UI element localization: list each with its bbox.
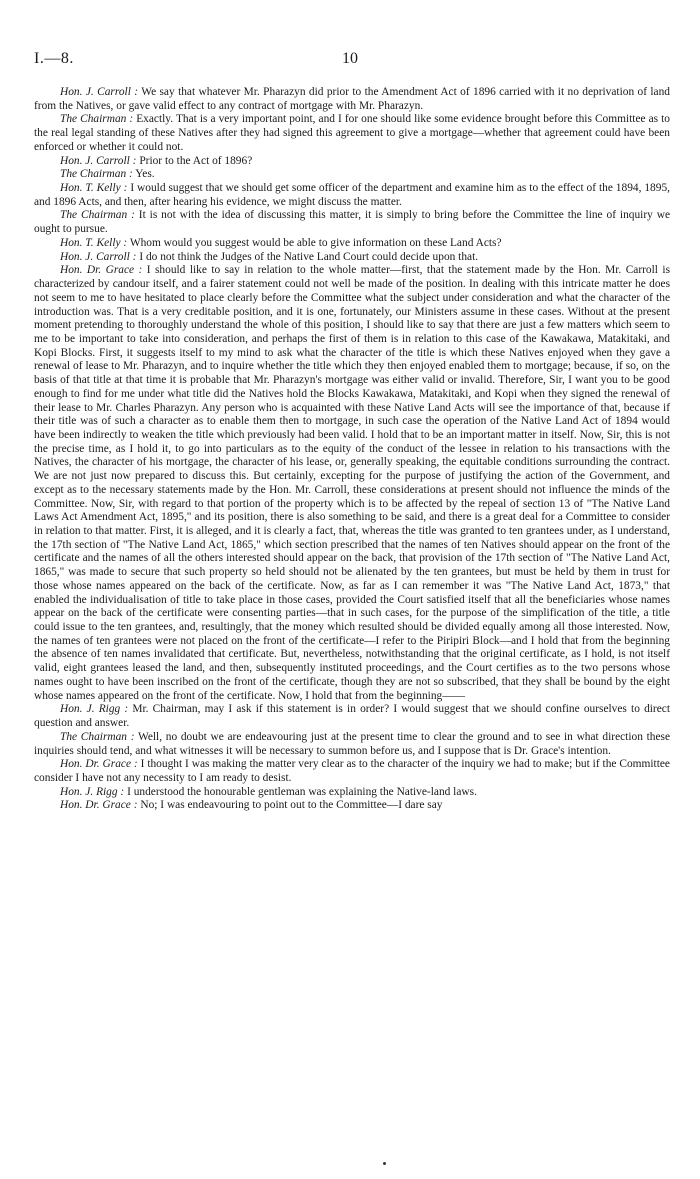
paragraph-text: I do not think the Judges of the Native Land Court could decide upon that.: [136, 250, 479, 263]
paragraph: [34, 731, 670, 758]
paragraph: [34, 799, 670, 813]
paragraph-text: Well, no doubt we are endeavouring just at the present time to clear the ground and to see in what direction these inquiries should tend, and what witnesses it will be necessary to summon before us, and I suppose that is Dr. Grace's intention.: [34, 730, 671, 757]
speaker-name: Hon. J. Rigg :: [60, 703, 129, 716]
paragraph-text: It is not with the idea of discussing this matter, it is simply to bring before the Committee the line of inquiry we ought to pursue.: [34, 209, 671, 236]
paragraph: [34, 86, 670, 113]
paragraph: [34, 155, 670, 169]
speaker-name: Hon. T. Kelly :: [60, 236, 128, 249]
paragraph-text: I would suggest that we should get some officer of the department and examine him as to the effect of the 1894, 1895, and 1896 Acts, and then, after hearing his evidence, we might discuss the matter.: [34, 182, 670, 208]
page-number: 10: [342, 50, 358, 67]
paragraph: [34, 703, 670, 730]
speaker-name: Hon. T. Kelly :: [60, 182, 128, 195]
speaker-name: The Chairman :: [60, 168, 133, 181]
paragraph: [34, 758, 670, 785]
paragraph-text: I thought I was making the matter very clear as to the character of the inquiry we had to make; but if the Committee consider I have not any necessity to I am ready to desist.: [34, 758, 670, 784]
speaker-name: Hon. Dr. Grace :: [60, 799, 138, 812]
paragraph: [34, 209, 670, 236]
paragraph: [34, 168, 670, 182]
paragraph-text: I should like to say in relation to the whole matter—first, that the statement made by the Hon. Mr. Carroll is characterized by candour itself, and a fairer statement could not well be made of the position. In dealing with this intricate matter he does not seem to me to have hesitated to place clearly before the Committee what the subject under consideration and what the character of the introduction was. That is a very creditable position, and it is one, fortunately, our Ministers assume in these cases. Without at the present moment pretending to thoroughly understand the whole of this position, I should like to say that there are just a few matters which seem to me to be important to take into consideration, and perhaps the first of them is in relation to this case of the Kawakawa, Matakitaki, and Kopi Blocks. First, it suggests itself to my mind to ask what the character of the title is which these Natives enjoyed when they gave a renewal of lease to Mr. Pharazyn, and to inquire whether the title which they then enjoyed enabled them to mortgage; because, if so, on the basis of that title at that time it is probable that Mr. Pharazyn's mortgage was either valid or invalid. Therefore, Sir, I want you to be good enough to find for me under what title did the Natives hold the Blocks Kawakawa, Matakitaki, and Kopi when they signed the renewal of their lease to Mr. Charles Pharazyn. Any person who is acquainted with these Native Land Acts will see the importance of that, because if their title was of such a character as to enable them then to mortgage, in such case the operation of the Native Land Act of 1894 would have been indirectly to weaken the title which previously had been valid. I hold that to be an important matter in itself. Now, Sir, this is not the precise time, as I hold it, to go into particulars as to the equity of the conduct of the lessee in relation to his transactions with the Natives, the character of his mortgage, the character of his lease, or, generally speaking, the equitable conditions surrounding the contract. We are not just now prepared to discuss this. But certainly, excepting for the purpose of justifying the action of the Government, and except as to the necessary statements made by the Hon. Mr. Carroll, these considerations at present should not influence the minds of the Committee. Now, Sir, with regard to that portion of the property which is to be affected by the repeal of section 13 of "The Native Land Laws Act Amendment Act, 1895," and its position, there is also something to be said, and there is a great deal for a Committee to consider in relation to that matter. First, it is alleged, and it is clearly a fact, that, whereas the title was granted to ten grantees under, as I understand, the 17th section of "The Native Land Act, 1865," which section prescribed that the names of ten Natives should appear on the front of the certificate and the names of all the others interested should appear on the back, that provision of the 17th section of "The Native Land Act, 1865," was made to secure that such property so held should not be alienated by the ten grantees, but must be held by them in trust for those whose names appeared on the back of the certificate. Now, as far as I can remember it was "The Native Land Act, 1873," that enabled the individualisation of title to take place in those cases, provided the Court satisfied itself that all the beneficiaries whose names appear on the back of the certificate were consenting parties—that in such cases, for the purpose of the simplification of the title, a title could issue to the ten grantees, and, resultingly, that the money which resulted should be divided equally among all those interested. Now, the names of ten grantees were not placed on the front of the certificate—I refer to the Piripiri Block—and I hold that from the beginning the absence of ten names invalidated that certificate. But, nevertheless, notwithstanding that the original certificate, as I hold, is not itself valid, eight grantees leased the land, and then, subsequently instituted proceedings, and the Court certifies as to the two persons whose names ought to have been inscribed on the front of the certificate, though they are not so subscribed, that they shall be bound by the eight whose names appeared on the front of the certificate. Now, I hold that from the beginning——: [34, 264, 671, 702]
speaker-name: Hon. J. Carroll :: [60, 154, 137, 167]
speaker-name: Hon. Dr. Grace :: [60, 758, 138, 771]
paragraph-text: I understood the honourable gentleman was explaining the Native-land laws.: [124, 785, 477, 798]
speaker-name: Hon. J. Carroll :: [60, 250, 137, 263]
paragraph: [34, 251, 670, 265]
document-id: I.—8.: [34, 50, 74, 67]
paragraph: [34, 786, 670, 800]
paragraph-text: Prior to the Act of 1896?: [136, 154, 253, 167]
paragraph-text: Exactly. That is a very important point, and I for one should like some evidence brought before this Committee as to the real legal standing of these Natives after they had signed this agreement to give a mortgage—whether that agreement could have been enforced or whether it could not.: [34, 113, 670, 153]
page-dot-mark: [383, 1162, 386, 1165]
paragraph: [34, 182, 670, 209]
paragraph-text: Whom would you suggest would be able to give information on these Land Acts?: [127, 236, 502, 249]
paragraph: [34, 113, 670, 154]
speaker-name: The Chairman :: [60, 113, 134, 126]
paragraph-text: No; I was endeavouring to point out to the Committee—I dare say: [137, 799, 443, 812]
speaker-name: Hon. J. Carroll :: [60, 86, 139, 98]
paragraph: [34, 264, 670, 703]
paragraph: [34, 237, 670, 251]
speaker-name: Hon. J. Rigg :: [60, 785, 125, 798]
paragraph-text: We say that whatever Mr. Pharazyn did prior to the Amendment Act of 1896 carried with it no deprivation of land from the Natives, or gave valid effect to any contract of mortgage with Mr. Pharazyn.: [34, 86, 670, 112]
speaker-name: The Chairman :: [60, 730, 135, 743]
speaker-name: Hon. Dr. Grace :: [60, 264, 143, 277]
speaker-name: The Chairman :: [60, 209, 135, 222]
paragraph-text: Yes.: [132, 168, 155, 181]
transcript-body: [34, 86, 670, 813]
paragraph-text: Mr. Chairman, may I ask if this statement is in order? I would suggest that we should confine ourselves to direct question and answer.: [34, 703, 670, 730]
